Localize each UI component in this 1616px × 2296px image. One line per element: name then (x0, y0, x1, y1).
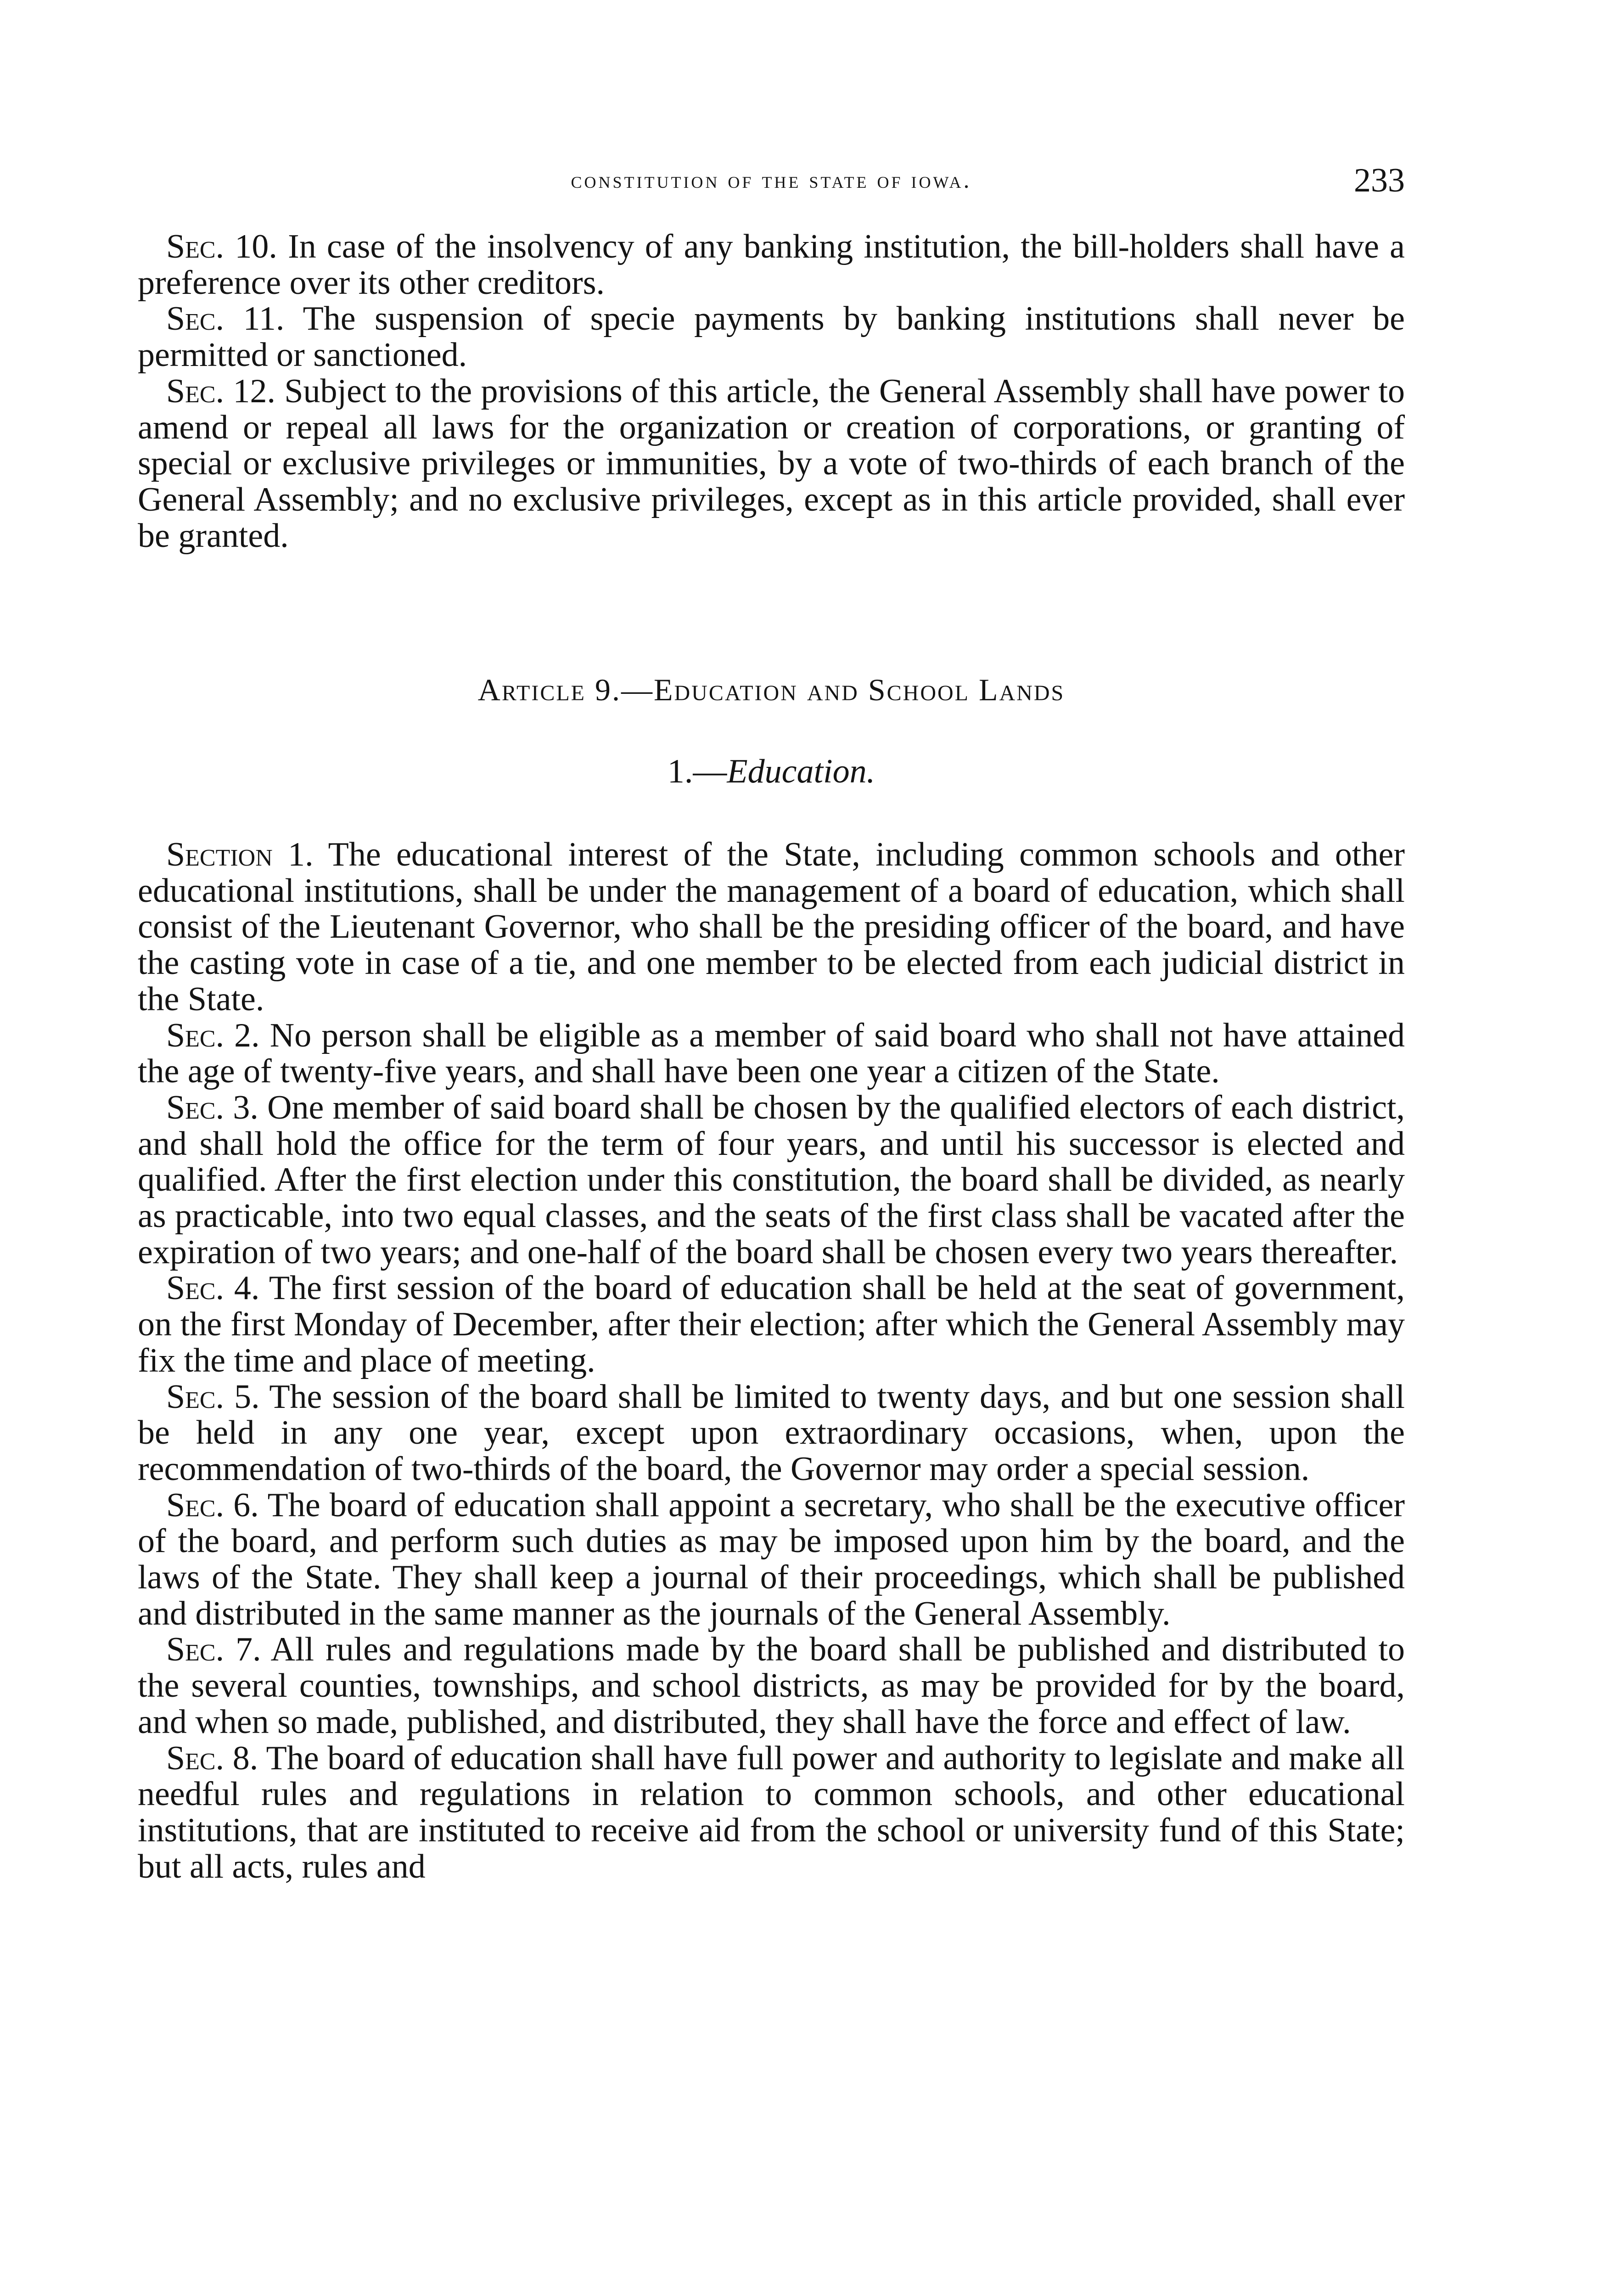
section-text: In case of the insolvency of any banking institution, the bill-holders shall have a preference over its other creditors. (138, 228, 1405, 302)
section-paragraph (138, 1270, 1405, 1379)
section-label: Sec. 5. (166, 1378, 260, 1416)
section-text: One member of said board shall be chosen by the qualified electors of each district, and shall hold the office for the term of four years, and until his successor is elected and qualified. After the first election under this constitution, the board shall be divided, as nearly as practicable, into two equal classes, and the seats of the first class shall be vacated after the expiration of two years; and one-half of the board shall be chosen every two years thereafter. (138, 1088, 1405, 1271)
running-head (138, 164, 1405, 197)
section-paragraph (138, 837, 1405, 1018)
section-paragraph (138, 229, 1405, 301)
section-text: No person shall be eligible as a member of said board who shall not have attained the age of twenty-five years, and shall have been one year a citizen of the State. (138, 1016, 1405, 1091)
section-paragraph (138, 1379, 1405, 1487)
section-text: The first session of the board of education shall be held at the seat of government, on the first Monday of December, after their election; after which the General Assembly may fix the time and place of meeting. (138, 1269, 1405, 1379)
section-label: Sec. 8. (166, 1739, 258, 1777)
section-paragraph (138, 373, 1405, 554)
subheading-number: 1.— (667, 753, 727, 790)
section-paragraph (138, 301, 1405, 373)
section-paragraph (138, 1487, 1405, 1632)
section-text: The board of education shall appoint a secretary, who shall be the executive officer of the board, and perform such duties as may be imposed upon him by the board, and the laws of the State. They shall keep a journal of their proceedings, which shall be published and distributed in the same manner as the journals of the General Assembly. (138, 1486, 1405, 1632)
running-title: constitution of the state of iowa. (571, 167, 972, 193)
section-paragraph (138, 1740, 1405, 1885)
section-text: The suspension of specie payments by banking institutions shall never be permitted or sanctioned. (138, 300, 1405, 374)
section-label: Sec. 12. (166, 372, 275, 410)
section-label: Sec. 3. (166, 1088, 258, 1126)
section-label: Sec. 2. (166, 1016, 260, 1054)
section-paragraph (138, 1632, 1405, 1740)
section-text: The session of the board shall be limited to twenty days, and but one session shall be held in any one year, except upon extraordinary occasions, when, upon the recommendation of two-thirds of the board, the Governor may order a special session. (138, 1378, 1405, 1488)
section-paragraph (138, 1018, 1405, 1090)
section-label: Sec. 11. (166, 300, 285, 338)
page-number: 233 (1354, 162, 1405, 199)
section-paragraph (138, 1090, 1405, 1271)
article-heading: Article 9.—Education and School Lands (477, 672, 1065, 707)
section-text: Subject to the provisions of this article, the General Assembly shall have power to amend or repeal all laws for the organization or creation of corporations, or granting of special or exclusive privileges or immunities, by a vote of two-thirds of each branch of the General Assembly; and no exclusive privileges, except as in this article provided, shall ever be granted. (138, 372, 1405, 555)
section-label: Section 1. (166, 836, 314, 873)
education-sections (138, 837, 1405, 1885)
section-label: Sec. 6. (166, 1486, 259, 1524)
section-text: The board of education shall have full power and authority to legislate and make all needful rules and regulations in relation to common schools, and other educational institutions, that are instituted to receive aid from the school or university fund of this State; but all acts, rules and (138, 1739, 1405, 1885)
section-label: Sec. 10. (166, 228, 277, 265)
section-text: The educational interest of the State, including common schools and other educational institutions, shall be under the management of a board of education, which shall consist of the Lieutenant Governor, who shall be the presiding officer of the board, and have the casting vote in case of a tie, and one member to be elected from each judicial district in the State. (138, 836, 1405, 1018)
section-label: Sec. 7. (166, 1631, 261, 1669)
section-text: All rules and regulations made by the board shall be published and distributed to the several counties, townships, and school districts, as may be provided for by the board, and when so made, published, and distributed, they shall have the force and effect of law. (138, 1631, 1405, 1741)
banking-sections (138, 229, 1405, 554)
subheading (138, 753, 1405, 790)
subheading-title: Education. (727, 753, 875, 790)
section-label: Sec. 4. (166, 1269, 260, 1307)
